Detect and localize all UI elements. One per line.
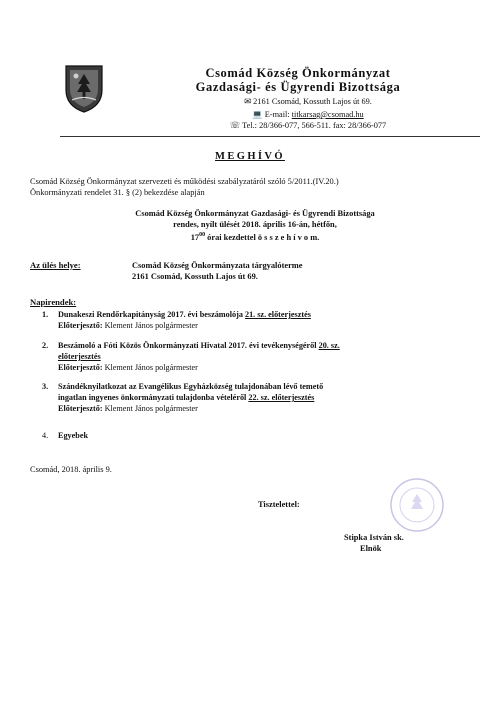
agenda-title: Napirendek: bbox=[30, 297, 77, 307]
presenter-label: Előterjesztő: bbox=[58, 363, 103, 372]
agenda-item-number: 2. bbox=[42, 341, 49, 350]
address-line bbox=[148, 96, 468, 108]
official-stamp-icon bbox=[388, 476, 446, 534]
convene-line-1: Csomád Község Önkormányzat Gazdasági- és Ügyrendi Bizottsága bbox=[135, 209, 375, 218]
agenda-item-2 bbox=[42, 340, 458, 373]
email-icon: 💻 bbox=[252, 110, 263, 119]
agenda-item-1 bbox=[42, 309, 458, 331]
agenda-item-text: Szándéknyilatkozat az Evangélikus Egyházközség tulajdonában lévő temető bbox=[58, 382, 324, 391]
presenter-label: Előterjesztő: bbox=[58, 404, 103, 413]
presenter-label: Előterjesztő: bbox=[58, 321, 103, 330]
convene-rest: órai kezdettel ö s s z e h í v o m. bbox=[205, 232, 320, 242]
convene-hour: 17 bbox=[190, 232, 200, 242]
phone-icon: ☏ bbox=[229, 121, 241, 130]
presenter-name: Klement János polgármester bbox=[102, 321, 198, 330]
date-place: Csomád, 2018. április 9. bbox=[30, 465, 112, 474]
email-link[interactable]: titkarsag@csomad.hu bbox=[291, 110, 364, 119]
convene-minute: 00 bbox=[199, 232, 206, 238]
agenda-item-number: 3. bbox=[42, 382, 49, 391]
agenda-item-text: Dunakeszi Rendőrkapitányság 2017. évi beszámolója bbox=[58, 310, 245, 319]
convene-line-2: rendes, nyílt ülését 2018. április 16-án, hétfőn, bbox=[173, 220, 337, 229]
committee-name: Gazdasági- és Ügyrendi Bizottsága bbox=[195, 80, 401, 94]
agenda-item-text-cont: ingatlan ingyenes önkormányzati tulajdonba vételéről bbox=[58, 393, 249, 402]
venue-line-2: 2161 Csomád, Kossuth Lajos út 69. bbox=[132, 272, 258, 281]
intro-line-1: Csomád Község Önkormányzat szervezeti és működési szabályzatáról szóló 5/2011.(IV.20.) bbox=[30, 177, 339, 186]
agenda-item-3 bbox=[42, 381, 458, 414]
presenter-name: Klement János polgármester bbox=[102, 363, 198, 372]
agenda-item-text: Egyebek bbox=[58, 431, 89, 440]
agenda-item-ref: 22. sz. előterjesztés bbox=[248, 393, 315, 402]
signature-role: Elnök bbox=[360, 544, 382, 553]
agenda-item-number: 1. bbox=[42, 310, 49, 319]
agenda-item-ref: 20. sz. bbox=[318, 341, 340, 350]
intro-line-2: Önkormányzati rendelet 31. § (2) bekezdése alapján bbox=[30, 188, 205, 197]
municipal-crest-icon bbox=[62, 62, 106, 114]
header-divider bbox=[60, 136, 480, 137]
email-label: E-mail: bbox=[264, 110, 290, 119]
agenda-item-text: Beszámoló a Fóti Közös Önkormányzati Hivatal 2017. évi tevékenységéről bbox=[58, 341, 319, 350]
phone-label: Tel.: bbox=[242, 121, 260, 130]
phone-line bbox=[148, 120, 468, 132]
signature-name: Stipka István sk. bbox=[344, 533, 404, 542]
address-text: 2161 Csomád, Kossuth Lajos út 69. bbox=[253, 97, 372, 106]
agenda-item-4 bbox=[42, 430, 458, 441]
agenda-item-ref-cont: előterjesztés bbox=[58, 352, 101, 361]
presenter-name: Klement János polgármester bbox=[102, 404, 198, 413]
envelope-icon: ✉ bbox=[244, 97, 252, 106]
org-name: Csomád Község Önkormányzat bbox=[205, 66, 391, 80]
page-title: MEGHÍVÓ bbox=[215, 151, 285, 162]
closing: Tisztelettel: bbox=[258, 500, 300, 509]
phone-text: 28/366-077, 566-511. fax: 28/366-077 bbox=[259, 121, 387, 130]
agenda-item-number: 4. bbox=[42, 431, 49, 440]
venue-label: Az ülés helye: bbox=[30, 260, 81, 270]
agenda-item-ref: 21. sz. előterjesztés bbox=[244, 310, 311, 319]
convene-line-3 bbox=[30, 230, 480, 243]
venue-line-1: Csomád Község Önkormányzata tárgyalóterme bbox=[132, 261, 303, 270]
